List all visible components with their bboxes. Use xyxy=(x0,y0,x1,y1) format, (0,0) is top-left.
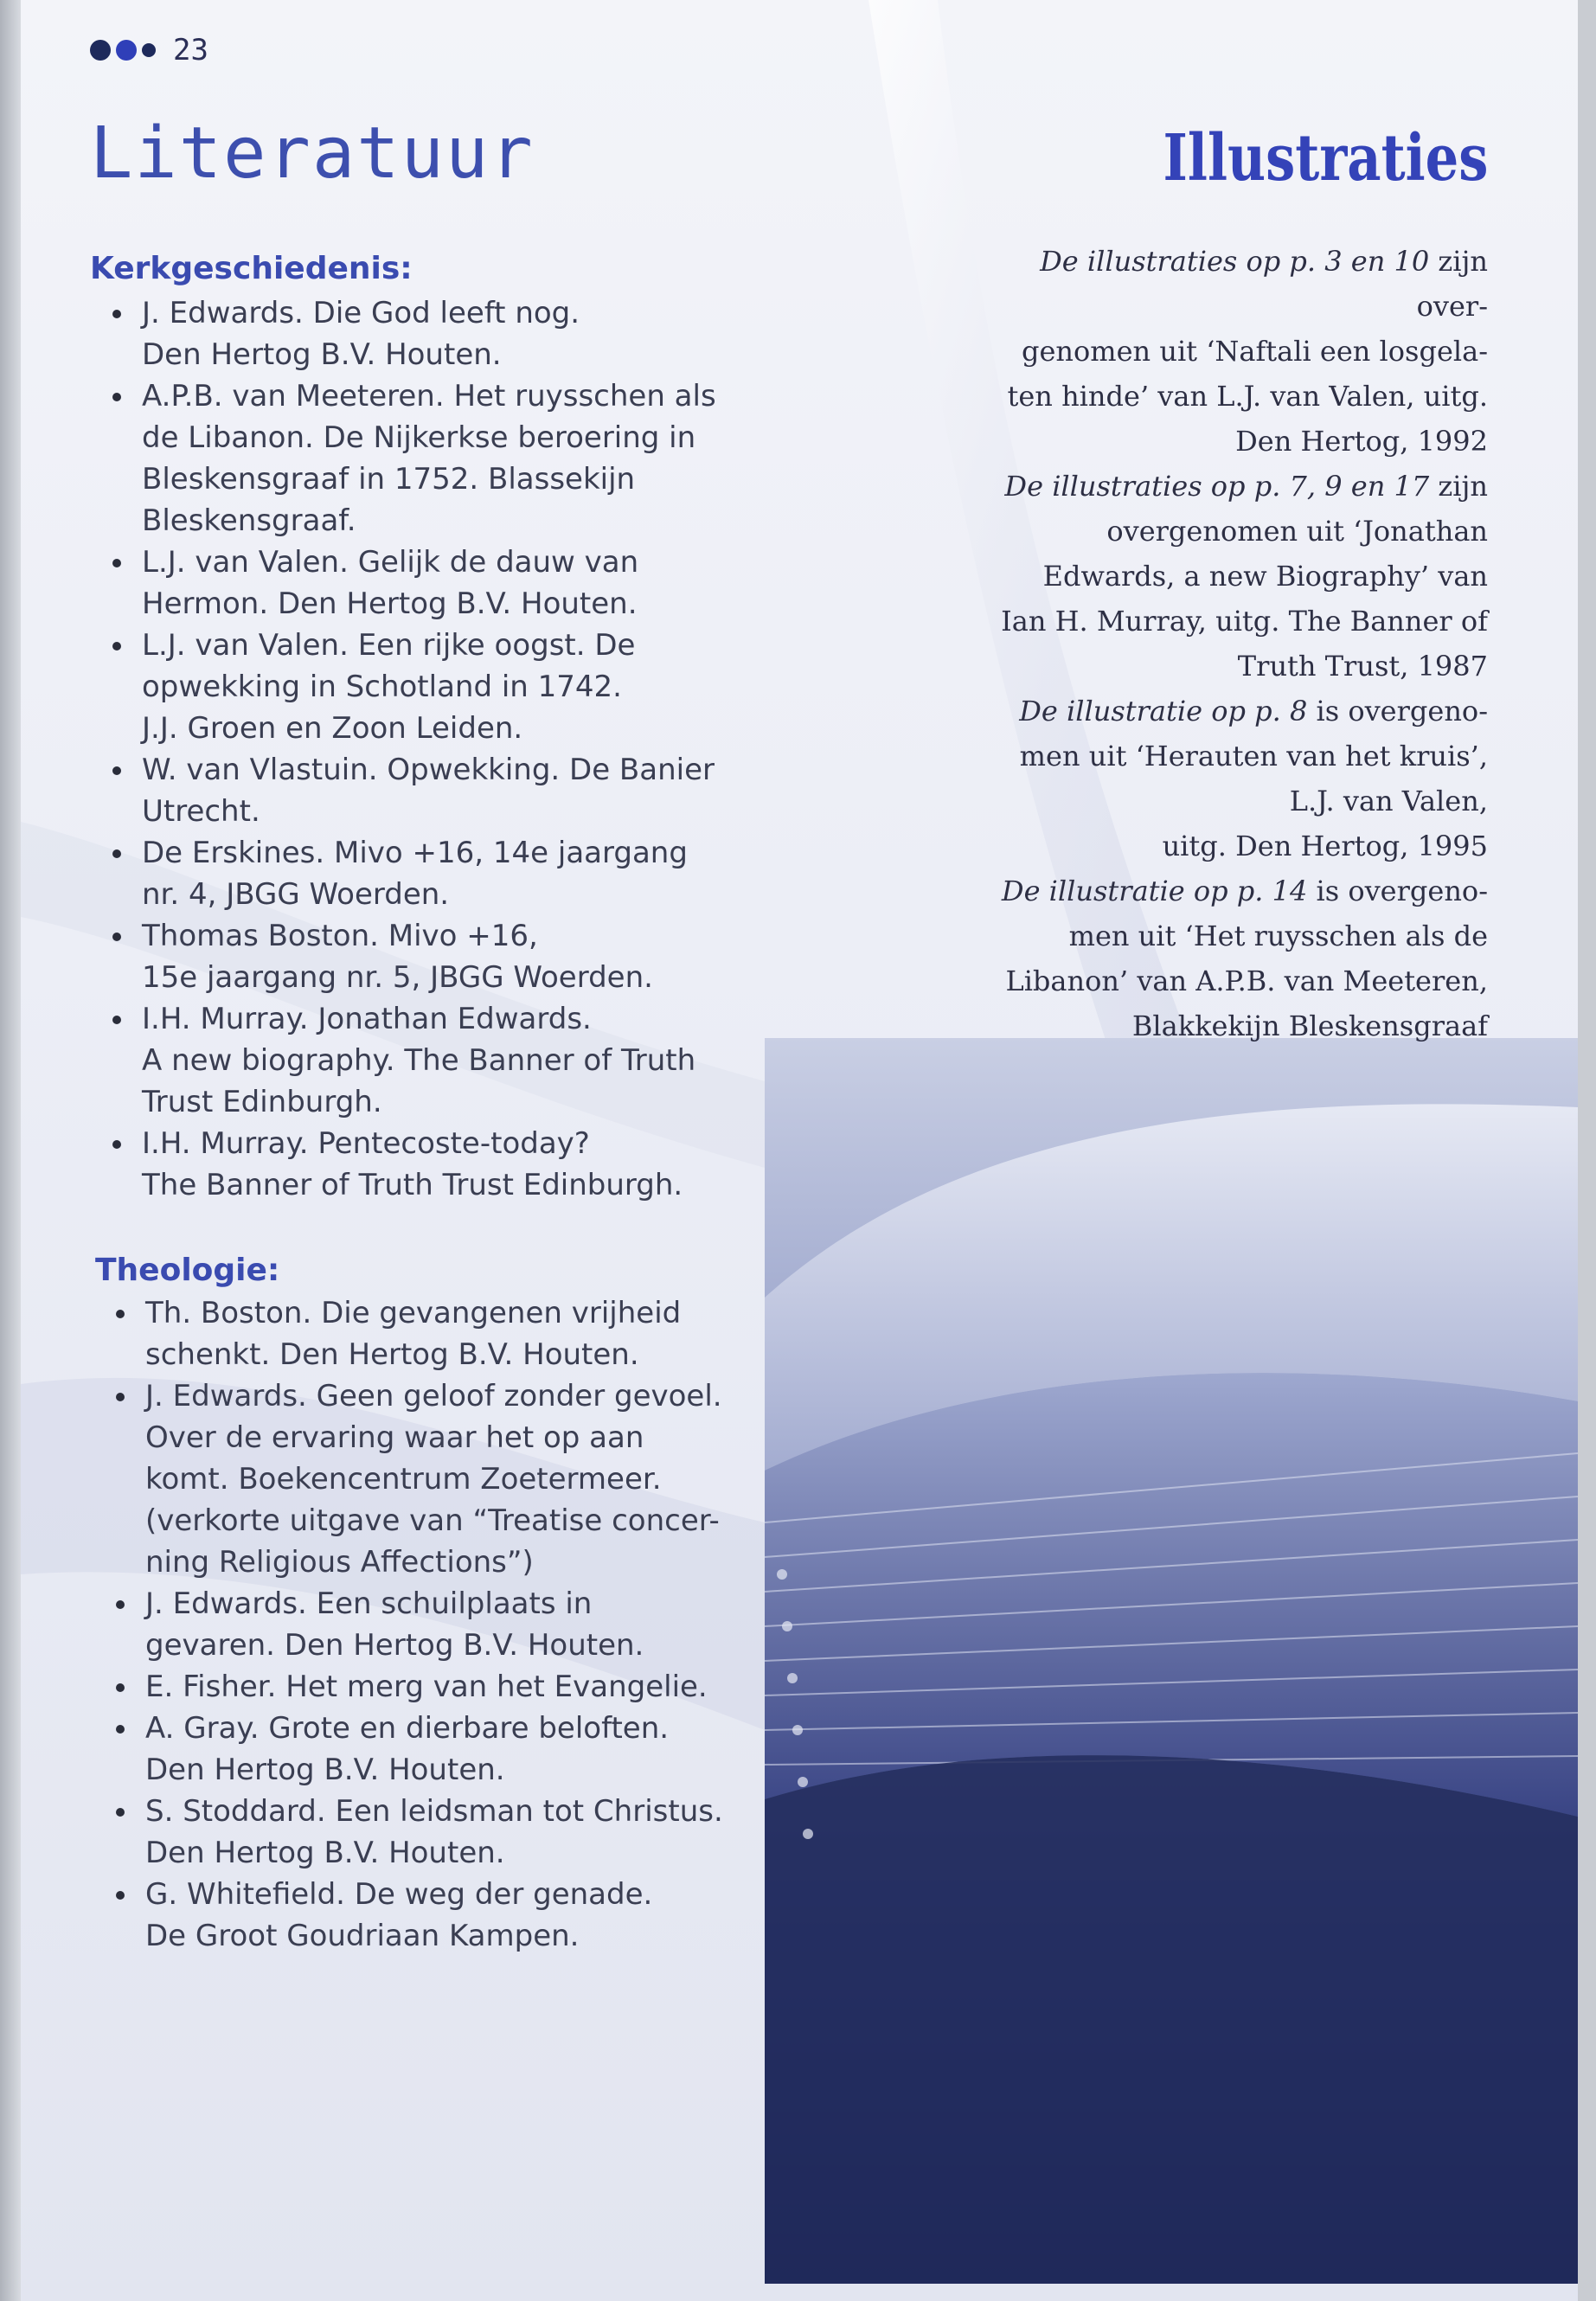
credit-body: is overgeno- men uit ‘Het ruysschen als de Libanon’ van A.P.B. van Meeteren, Blakkekijn Bleskensgraaf xyxy=(1005,875,1488,1042)
page-number xyxy=(90,33,208,67)
list-item: I.H. Murray. Jonathan Edwards. A new biography. The Banner of Truth Trust Edinburgh. xyxy=(90,998,782,1123)
credit-lead: De illustratie op p. 14 xyxy=(1001,875,1308,907)
theology-list xyxy=(93,1292,785,1957)
list-item: J. Edwards. Een schuilplaats in gevaren. Den Hertog B.V. Houten. xyxy=(93,1583,785,1666)
credit-lead: De illustratie op p. 8 xyxy=(1019,695,1308,727)
document-page xyxy=(21,0,1578,2301)
open-book-icon xyxy=(765,1038,1578,2284)
list-item: A.P.B. van Meeteren. Het ruysschen als de Libanon. De Nijkerkse beroering in Bleskensgraaf in 1752. Blassekijn Bleskensgraaf. xyxy=(90,375,782,542)
list-item: L.J. van Valen. Gelijk de dauw van Hermon. Den Hertog B.V. Houten. xyxy=(90,542,782,625)
list-item: I.H. Murray. Pentecoste-today? The Banner of Truth Trust Edinburgh. xyxy=(90,1123,782,1206)
bullet-dot-icon xyxy=(142,43,156,57)
illustrations-credits xyxy=(969,239,1488,1048)
list-item: J. Edwards. Geen geloof zonder gevoel. Over de ervaring waar het op aan komt. Boekencentrum Zoetermeer. (verkorte uitgave van “Treatise concer- ning Religious Affections”) xyxy=(93,1375,785,1583)
church-history-list xyxy=(90,292,782,1206)
list-item: S. Stoddard. Een leidsman tot Christus. Den Hertog B.V. Houten. xyxy=(93,1791,785,1874)
list-item: De Erskines. Mivo +16, 14e jaargang nr. 4, JBGG Woerden. xyxy=(90,832,782,915)
section-heading-church-history: Kerkgeschiedenis: xyxy=(90,251,413,286)
credit-lead: De illustraties op p. 7, 9 en 17 xyxy=(1004,470,1430,503)
list-item: Thomas Boston. Mivo +16, 15e jaargang nr. 5, JBGG Woerden. xyxy=(90,915,782,998)
illustration-credit xyxy=(969,239,1488,464)
illustration-credit xyxy=(969,689,1488,868)
open-book-photo xyxy=(765,1038,1578,2284)
list-item: Th. Boston. Die gevangenen vrijheid schenkt. Den Hertog B.V. Houten. xyxy=(93,1292,785,1375)
page-number-text: 23 xyxy=(173,33,208,67)
bullet-dot-icon xyxy=(116,40,137,61)
list-item: G. Whitefield. De weg der genade. De Groot Goudriaan Kampen. xyxy=(93,1874,785,1957)
illustration-credit xyxy=(969,464,1488,689)
credit-body: is overgeno- men uit ‘Herauten van het kruis’, L.J. van Valen, uitg. Den Hertog, 1995 xyxy=(1019,695,1488,862)
credit-body: zijn over- genomen uit ‘Naftali een losgela- ten hinde’ van L.J. van Valen, uitg. Den Hertog, 1992 xyxy=(1007,245,1488,458)
list-item: E. Fisher. Het merg van het Evangelie. xyxy=(93,1666,785,1708)
illustration-credit xyxy=(969,868,1488,1048)
credit-body: zijn overgenomen uit ‘Jonathan Edwards, a new Biography’ van Ian H. Murray, uitg. The Banner of Truth Trust, 1987 xyxy=(1001,470,1488,683)
credit-lead: De illustraties op p. 3 en 10 xyxy=(1040,245,1430,278)
literature-title: Literatuur xyxy=(90,112,535,195)
page-edge xyxy=(0,0,21,2301)
bullet-dot-icon xyxy=(90,40,111,61)
list-item: W. van Vlastuin. Opwekking. De Banier Utrecht. xyxy=(90,749,782,832)
list-item: J. Edwards. Die God leeft nog. Den Hertog B.V. Houten. xyxy=(90,292,782,375)
illustrations-title: Illustraties xyxy=(1163,121,1488,195)
list-item: A. Gray. Grote en dierbare beloften. Den Hertog B.V. Houten. xyxy=(93,1708,785,1791)
list-item: L.J. van Valen. Een rijke oogst. De opwekking in Schotland in 1742. J.J. Groen en Zoon Leiden. xyxy=(90,625,782,749)
section-heading-theology: Theologie: xyxy=(95,1253,280,1288)
